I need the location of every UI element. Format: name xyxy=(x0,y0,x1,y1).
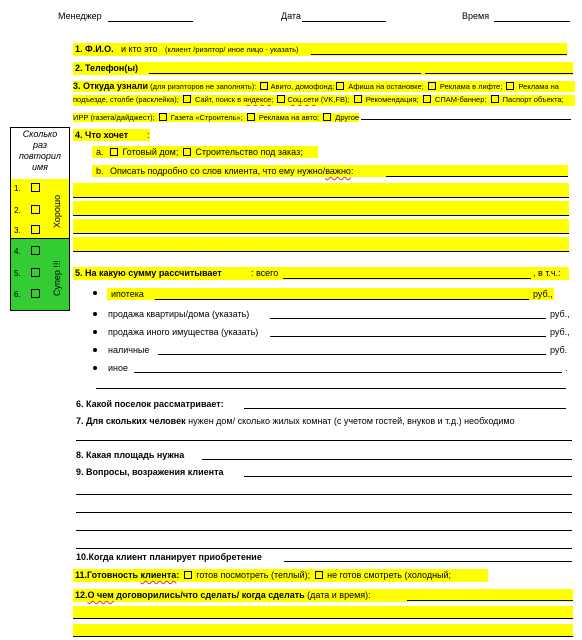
checkbox[interactable] xyxy=(260,82,268,90)
q6-label: 6. Какой поселок рассматривает: xyxy=(76,399,224,409)
q4-answer-line-1[interactable] xyxy=(73,183,569,198)
q1-row xyxy=(73,43,567,56)
q3-option: Сайт, поиск в xyxy=(192,95,244,104)
q3-option: ; xyxy=(271,95,276,104)
q3-option: Соц.сети xyxy=(287,95,319,104)
mortgage-label: ипотека xyxy=(111,289,144,299)
manager-label: Менеджер xyxy=(58,11,102,21)
q11-label: 11.Готовность xyxy=(75,570,141,580)
row-2 xyxy=(14,206,21,215)
checkbox[interactable] xyxy=(277,95,285,103)
date-label: Дата xyxy=(281,11,301,21)
checkbox[interactable] xyxy=(491,95,499,103)
q5-total-label: : всего xyxy=(251,268,279,278)
q3-option: Рекомендация; xyxy=(363,95,421,104)
q2-field-2[interactable] xyxy=(425,63,573,74)
apartment-sale-label: продажа квартиры/дома (указать) xyxy=(108,309,250,319)
q12-label-wavy: О чем xyxy=(87,590,114,600)
row-6 xyxy=(14,290,21,299)
other-field[interactable] xyxy=(134,362,562,373)
bullet xyxy=(93,366,97,370)
q3-other-field[interactable] xyxy=(361,111,571,120)
super-label: Супер !!! xyxy=(52,260,62,296)
row-number: 3. xyxy=(14,226,21,235)
checkbox[interactable] xyxy=(323,113,331,121)
q2-field-1[interactable] xyxy=(149,63,421,74)
good-label: Хорошо xyxy=(52,194,62,228)
warm-checkbox[interactable] xyxy=(184,571,192,579)
q3-option: Другое xyxy=(333,113,360,122)
repeat-name-box xyxy=(10,127,70,311)
q3-option: подъезде, столбе (расклейка); xyxy=(73,95,181,104)
q2-row xyxy=(73,62,573,75)
property-sale-label: продажа иного имущества (указать) xyxy=(108,327,259,337)
cash-label: наличные xyxy=(108,345,150,355)
title-line: Сколько xyxy=(22,129,58,139)
q5-total-field[interactable] xyxy=(283,268,531,279)
row-number: 5. xyxy=(14,269,21,278)
ready-house-label: Готовый дом; xyxy=(120,147,181,157)
q9-line-4[interactable] xyxy=(76,520,572,531)
cold-checkbox[interactable] xyxy=(315,571,323,579)
cash-suffix: руб. xyxy=(550,345,568,355)
bullet xyxy=(93,291,97,295)
other-field-2[interactable] xyxy=(96,378,566,389)
row-number: 6. xyxy=(14,290,21,299)
q3-option: яндексе xyxy=(243,95,272,104)
q12-label-rest: договорились/что сделать/ когда сделать xyxy=(113,590,305,600)
checkbox[interactable] xyxy=(183,95,191,103)
row-3 xyxy=(14,226,21,235)
q12-text: (дата и время): xyxy=(304,590,371,600)
q12-line-3[interactable] xyxy=(73,624,573,637)
q4-answer-line-2[interactable] xyxy=(73,201,569,216)
q8-label: 8. Какая площадь нужна xyxy=(76,450,185,460)
other-label: иное xyxy=(108,363,129,373)
q4b-text: Описать подробно со слов клиента, что ему нужно/ xyxy=(110,166,326,176)
checkbox[interactable] xyxy=(159,113,167,121)
q1-field[interactable] xyxy=(311,44,567,55)
q4b-row: b. Описать подробно со слов клиента, что ему нужно/важно: xyxy=(92,165,568,177)
q4a-row xyxy=(92,146,318,158)
q12-field[interactable] xyxy=(407,590,573,601)
checkbox[interactable] xyxy=(428,82,436,90)
q5-mortgage-row xyxy=(107,288,554,300)
q10-field[interactable] xyxy=(284,551,572,562)
q4b-text-wavy: важно xyxy=(325,166,351,176)
checkbox[interactable] xyxy=(247,113,255,121)
checkbox[interactable] xyxy=(423,95,431,103)
q5-row xyxy=(73,267,569,280)
row-3-checkbox[interactable] xyxy=(31,225,40,234)
q3-option: Газета «Строитель»; xyxy=(168,113,245,122)
mortgage-field[interactable] xyxy=(155,289,529,300)
row-6-checkbox[interactable] xyxy=(31,289,40,298)
q12-line-2[interactable] xyxy=(73,606,573,619)
title-line: повторил xyxy=(18,151,62,161)
time-label: Время xyxy=(462,11,490,21)
q5-incl-label: , в т.ч.: xyxy=(533,268,561,278)
q4-row: 4. Что хочет : xyxy=(75,130,150,140)
q1-label: 1. Ф.И.О. xyxy=(75,44,114,54)
title-line: имя xyxy=(32,162,48,172)
checkbox[interactable] xyxy=(354,95,362,103)
q4a-label: a. xyxy=(96,147,104,157)
q7-text: нужен дом/ сколько жилых комнат (с учетом гостей, внуков и т.д.) необходимо xyxy=(185,416,515,426)
custom-build-label: Строительство под заказ; xyxy=(192,147,303,157)
q11-label-wavy: клиента xyxy=(140,570,177,580)
q3-row-1 xyxy=(73,81,575,92)
date-field[interactable] xyxy=(302,10,386,22)
row-4-checkbox[interactable] xyxy=(31,246,40,255)
q4b-label: b. xyxy=(96,166,104,176)
q11-row: 11.Готовность клиента: готов посмотреть (теплый); не готов смотреть (холодный; xyxy=(73,569,488,582)
title-line: раз xyxy=(33,140,47,150)
row-number: 1. xyxy=(14,184,21,193)
row-number: 2. xyxy=(14,206,21,215)
checkbox[interactable] xyxy=(336,82,344,90)
q3-option: ИРР (газета/дайджест); xyxy=(73,113,157,122)
row-number: 4. xyxy=(14,247,21,256)
row-1 xyxy=(14,184,21,193)
q3-option: Афиша на остановке; xyxy=(346,82,426,91)
row-5 xyxy=(14,269,21,278)
q9-line-2[interactable] xyxy=(76,484,572,495)
q3-row-2 xyxy=(73,95,575,106)
q12-label: 12. xyxy=(75,590,88,600)
q3-note: (для риэлторов не заполнять): xyxy=(147,82,259,91)
q4b-field[interactable] xyxy=(386,166,568,177)
q2-label: 2. Телефон(ы) xyxy=(75,63,139,73)
row-5-checkbox[interactable] xyxy=(31,268,40,277)
q3-option: (VK,FB); xyxy=(318,95,352,104)
spacer xyxy=(179,570,182,580)
bullet xyxy=(93,348,97,352)
other-suffix: . xyxy=(565,363,568,373)
q7-field[interactable] xyxy=(76,430,572,441)
apartment-sale-suffix: руб., xyxy=(550,309,570,319)
q6-field[interactable] xyxy=(244,398,566,409)
q9-line-5[interactable] xyxy=(76,538,572,549)
q10-label: 10.Когда клиент планирует приобретение xyxy=(76,552,262,562)
q4-answer-line-3[interactable] xyxy=(73,219,569,234)
repeat-name-title xyxy=(11,128,69,180)
time-field[interactable] xyxy=(494,10,570,22)
cash-field[interactable] xyxy=(158,344,546,355)
q3-label: 3. Откуда узнали xyxy=(73,81,148,91)
q12-row xyxy=(73,589,573,602)
q1-hint: (клиент /риэлтор/ иное лицо - указать) xyxy=(165,45,299,54)
q3-option: Авито, домофонд; xyxy=(270,82,335,91)
row-2-checkbox[interactable] xyxy=(31,205,40,214)
q8-field[interactable] xyxy=(202,449,572,460)
q9-line-3[interactable] xyxy=(76,502,572,513)
q9-label: 9. Вопросы, возражения клиента xyxy=(76,467,224,477)
q3-option: Реклама на xyxy=(516,82,559,91)
apartment-sale-field[interactable] xyxy=(270,308,546,319)
warm-label: готов посмотреть (теплый); xyxy=(193,570,313,580)
q3-row-3 xyxy=(73,111,575,122)
q3-option: Реклама на авто; xyxy=(256,113,322,122)
q9-field[interactable] xyxy=(244,466,572,477)
row-4 xyxy=(14,247,21,256)
q7-label: 7. Для скольких человек xyxy=(76,416,186,426)
cold-label: не готов смотреть (холодный; xyxy=(324,570,452,580)
row-1-checkbox[interactable] xyxy=(31,183,40,192)
q5-label: 5. На какую сумму рассчитывает xyxy=(75,268,222,278)
q3-option: СПАМ-баннер; xyxy=(432,95,489,104)
property-sale-suffix: руб., xyxy=(550,327,570,337)
q7-row xyxy=(76,416,515,426)
manager-field[interactable] xyxy=(108,10,193,22)
q4-answer-line-4[interactable] xyxy=(73,237,569,252)
bullet xyxy=(93,312,97,316)
mortgage-suffix: руб., xyxy=(533,289,553,299)
property-sale-field[interactable] xyxy=(270,326,546,337)
checkbox[interactable] xyxy=(506,82,514,90)
q4-label: 4. Что хочет xyxy=(75,130,129,140)
q3-option: Паспорт объекта; xyxy=(500,95,564,104)
q1-text: и кто это xyxy=(121,44,158,54)
ready-house-checkbox[interactable] xyxy=(110,148,118,156)
bullet xyxy=(93,330,97,334)
q3-option: Реклама в лифте; xyxy=(437,82,505,91)
custom-build-checkbox[interactable] xyxy=(183,148,191,156)
